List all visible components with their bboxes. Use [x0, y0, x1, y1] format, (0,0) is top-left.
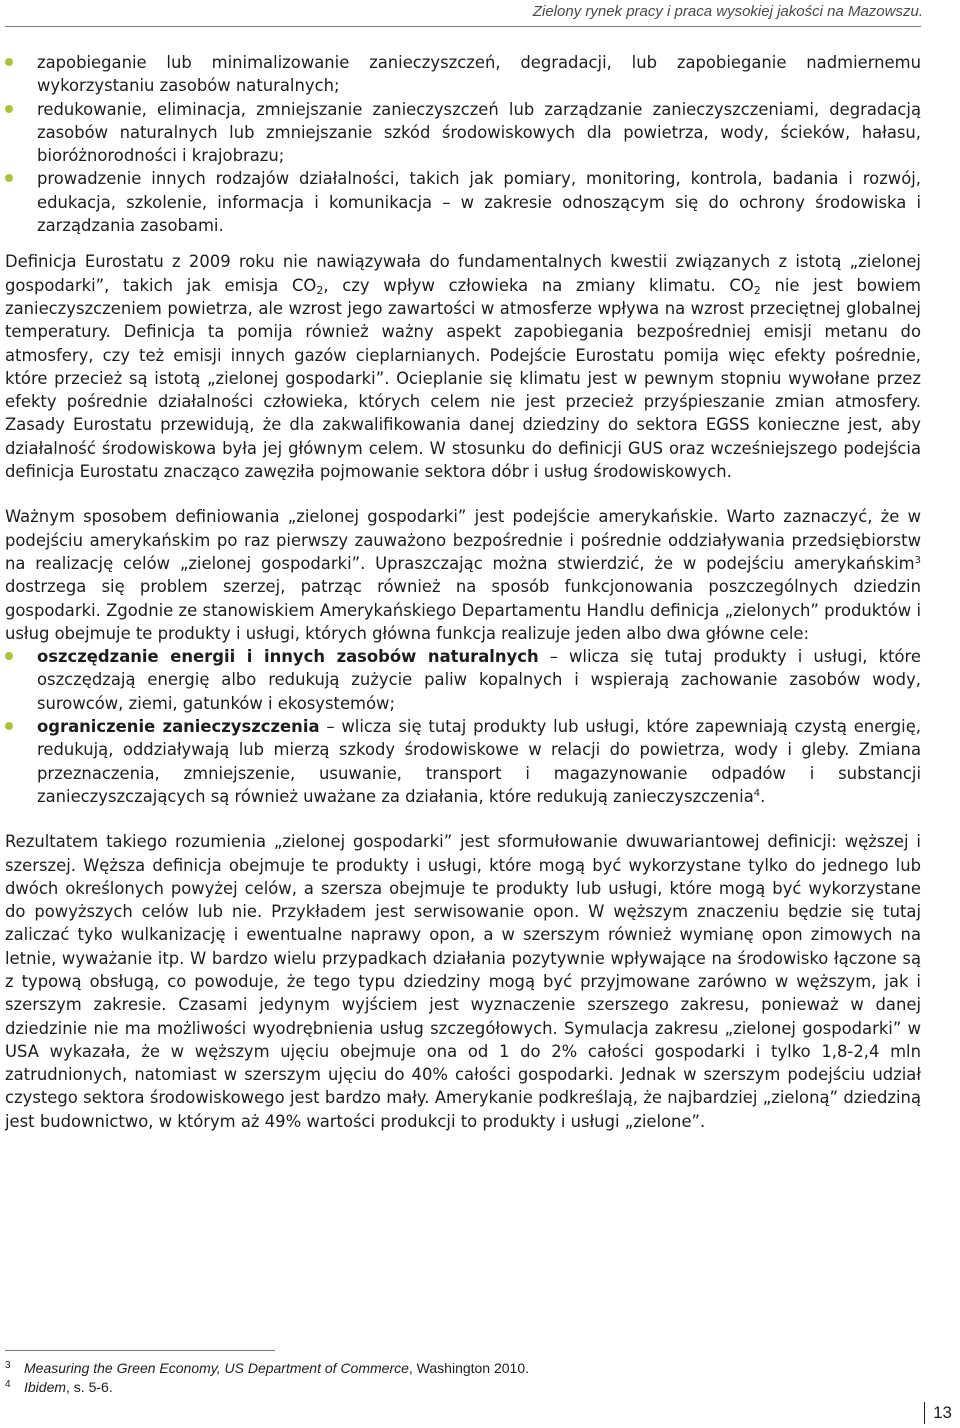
page-number: 13 [924, 1402, 952, 1424]
bullet-icon [5, 105, 13, 113]
footnotes [5, 1359, 905, 1397]
paragraph-american-approach: Ważnym sposobem definiowania „zielonej gospodarki” jest podejście amerykańskie. Warto zaznaczyć, że w podejściu amerykańskim po raz pierwszy zauważono bezpośrednie i pośrednie oddziaływania przedsiębiorstw na realizację celów „zielonej gospodarki”. Upraszczając można stwierdzić, że w podejściu amerykańskim$^3$ dostrzega się problem szerzej, patrząc również na sposób funkcjonowania poszczególnych dziedzin gospodarki. Zgodnie ze stanowiskiem Amerykańskiego Departamentu Handlu definicja „zielonych” produktów i usług obejmuje te produkty i usługi, których główna funkcja realizuje jeden albo dwa główne cele: [5, 507, 921, 643]
list-item: oszczędzanie energii i innych zasobów naturalnych – wlicza się tutaj produkty i usługi, które oszczędzają energię albo redukują zużycie paliw kopalnych i wspierają zachowanie zasobów wody, surowców, ziemi, gatunków i ekosystemów; [5, 645, 921, 715]
list-item: redukowanie, eliminacja, zmniejszanie zanieczyszczeń lub zarządzanie zanieczyszczeniami, degradacją zasobów naturalnych lub zmniejszanie szkód środowiskowych dla powietrza, wody, ścieków, hałasu, bioróżnorodności i krajobrazu; [5, 98, 921, 168]
running-header: Zielony rynek pracy i praca wysokiej jakości na Mazowszu. [532, 3, 923, 20]
goals-bullet-list [5, 645, 921, 808]
footnote-ref: 4 [753, 787, 761, 799]
paragraph-definitions: Rezultatem takiego rozumienia „zielonej gospodarki” jest sformułowanie dwuwariantowej definicji: węższej i szerszej. Węższa definicja obejmuje te produkty i usługi, które mogą być wykorzystane tylko do jednego lub dwóch określonych powyżej celów, a szersza obejmuje te produkty lub usługi, które mogą być wykorzystane do powyższych celów lub nie. Przykładem jest serwisowanie opon. W węższym znaczeniu będzie się tutaj zaliczać tyko wulkanizację i ewentualne naprawy opon, a w szerszym również wymianę opon zimowych na letnie, wyważanie itp. W bardzo wielu przypadkach działania pozytywnie wpływające na środowisko łączone są z typową obsługą, co powoduje, że tego typu dziedziny mogą być przyjmowane zarówno w węższym, jak i szerszym zakresie. Czasami jedynym wyjściem jest wyznaczenie szerszego zakresu, ponieważ w danej dziedzinie nie ma możliwości wyodrębnienia usług szczegółowych. Symulacja zakresu „zielonej gospodarki” w USA wykazała, że w węższym ujęciu obejmuje ona od 1 do 2% całości gospodarki i tylko 1,8-2,4 mln zatrudnionych, natomiast w szerszym ujęciu do 40% całości gospodarki. Jednak w szerszym podejściu udział czystego sektora środowiskowego jest bardzo mały. Amerykanie podkreślają, że najbardziej „zieloną” dziedziną jest budownictwo, w którym aż 49% wartości produkcji to produkty i usługi „zielone”. [5, 832, 921, 1131]
bullet-icon [5, 58, 13, 66]
header-divider [5, 26, 921, 27]
list-item: prowadzenie innych rodzajów działalności, takich jak pomiary, monitoring, kontrola, badania i rozwój, edukacja, szkolenie, informacja i komunikacja – w zakresie odnoszącym się do ochrony środowiska i zarządzania zasobami. [5, 167, 921, 237]
scope-bullet-list [5, 51, 921, 237]
footnote-divider [5, 1350, 275, 1351]
list-item: zapobieganie lub minimalizowanie zanieczyszczeń, degradacji, lub zapobieganie nadmiernemu wykorzystaniu zasobów naturalnych; [5, 51, 921, 98]
footnote: 4 Ibidem, s. 5-6. [5, 1379, 113, 1395]
bullet-icon [5, 174, 13, 182]
list-item: ograniczenie zanieczyszczenia – wlicza się tutaj produkty lub usługi, które zapewniają czystą energię, redukują, oddziaływają lub mierzą szkody środowiskowe w relacji do powietrza, wody i gleby. Zmiana przeznaczenia, zmniejszenie, usuwanie, transport i magazynowanie odpadów i substancji zanieczyszczających są również uważane za działania, które redukują zanieczyszczenia$^4$. [5, 715, 921, 808]
paragraph-eurostat: Definicja Eurostatu z 2009 roku nie nawiązywała do fundamentalnych kwestii związanych z istotą „zielonej gospodarki”, takich jak emisja $CO_2$, czy wpływ człowieka na zmiany klimatu. $CO_2$ nie jest bowiem zanieczyszczeniem powietrza, ale wzrost jego zawartości w atmosferze wpływa na wzrost przeciętnej globalnej temperatury. Definicja ta pomija również ważny aspekt zapobiegania bezpośredniej emisji metanu do atmosfery, czy też emisji innych gazów cieplarnianych. Podejście Eurostatu pomija więc efekty pośrednie, które przecież są istotą „zielonej gospodarki”. Ocieplanie się klimatu jest w pewnym stopniu wywołane przez efekty pośrednie działalności człowieka, których celem nie jest przecież przyśpieszanie zmian atmosfery. Zasady Eurostatu przewidują, że dla zakwalifikowania danej dziedziny do sektora EGSS konieczne jest, aby działalność środowiskowa była jej głównym celem. W stosunku do definicji GUS oraz wcześniejszego podejścia definicja Eurostatu znacząco zawęziła pojmowanie sektora dóbr i usług środowiskowych. [5, 252, 921, 482]
footnote-ref: 3 [914, 554, 921, 566]
bullet-icon [5, 652, 13, 660]
bullet-icon [5, 722, 13, 730]
page-body [5, 51, 921, 1133]
footnote: 3 Measuring the Green Economy, US Department of Commerce, Washington 2010. [5, 1360, 530, 1376]
